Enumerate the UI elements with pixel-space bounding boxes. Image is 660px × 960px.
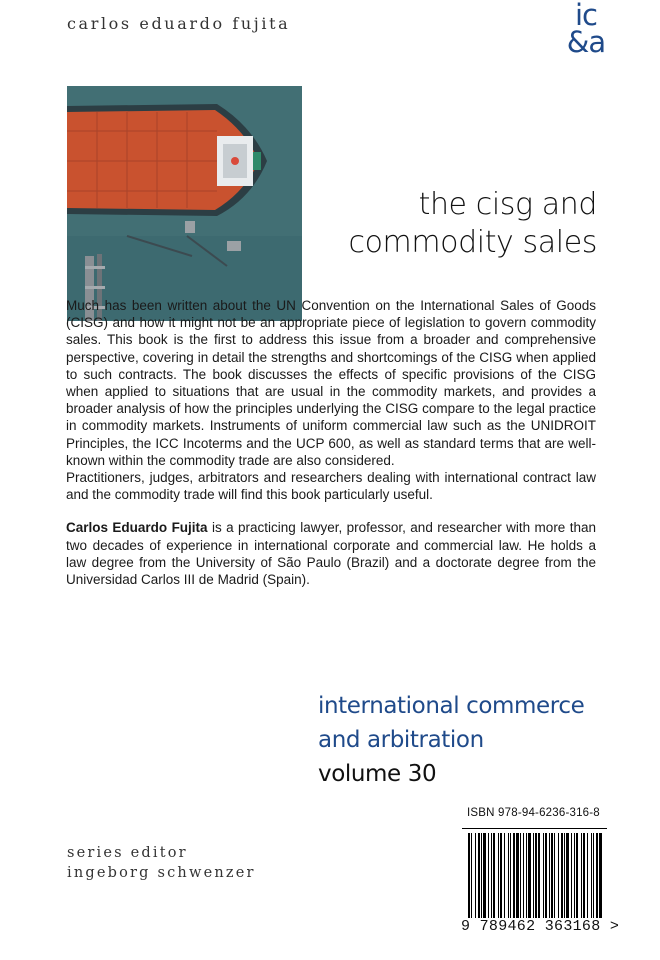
book-title xyxy=(348,186,597,262)
series-title xyxy=(318,689,584,791)
logo-line-2: &a xyxy=(566,25,606,59)
series-volume: volume 30 xyxy=(318,761,437,787)
blurb-paragraph-1: Much has been written about the UN Convention on the International Sales of Goods (CISG) and how it might not be an appropriate piece of legislation to govern commodity sales. This book is the first to address this issue from a broader and comprehensive perspective, covering in detail the strengths and shortcomings of the CISG when applied to such contracts. The book discusses the effects of specific provisions of the CISG when applied to situations that are usual in the commodity markets, and provides a broader analysis of how the principles underlying the CISG compare to the legal practice in commodity markets. Instruments of uniform commercial law such as the UNIDROIT Principles, the ICC Incoterms and the UCP 600, as well as standard terms that are well-known within the commodity trade are also considered. xyxy=(66,298,596,468)
publisher-logo xyxy=(566,0,606,59)
ship-illustration-icon xyxy=(67,86,302,321)
author-bio-text: is a practicing lawyer, professor, and researcher with more than two decades of experience in international corporate and commercial law. He holds a law degree from the University of São Paulo (Brazil) and a doctorate degree from the Universidad Carlos III de Madrid (Spain). xyxy=(66,520,596,588)
barcode-digits xyxy=(460,918,620,935)
series-editor xyxy=(67,843,256,883)
author-bio-name: Carlos Eduardo Fujita xyxy=(66,520,208,536)
series-line-2: and arbitration xyxy=(318,727,484,753)
author-name-top: carlos eduardo fujita xyxy=(67,14,291,33)
blurb-paragraph-2: Practitioners, judges, arbitrators and researchers dealing with international contract law and the commodity trade will find this book particularly useful. xyxy=(66,470,596,503)
author-bio xyxy=(66,519,596,588)
title-line-2: commodity sales xyxy=(348,225,597,260)
isbn-label: ISBN 978-94-6236-316-8 xyxy=(467,807,600,819)
back-cover-blurb xyxy=(66,297,596,588)
series-editor-label: series editor xyxy=(67,845,188,861)
barcode-digits-text: 9 789462 363168 > xyxy=(461,918,620,935)
series-line-1: international commerce xyxy=(318,693,585,719)
series-editor-name: ingeborg schwenzer xyxy=(67,865,256,881)
logo-line-1: ic xyxy=(574,0,597,32)
title-line-1: the cisg and xyxy=(418,187,597,222)
aerial-ship-photo xyxy=(67,86,302,321)
